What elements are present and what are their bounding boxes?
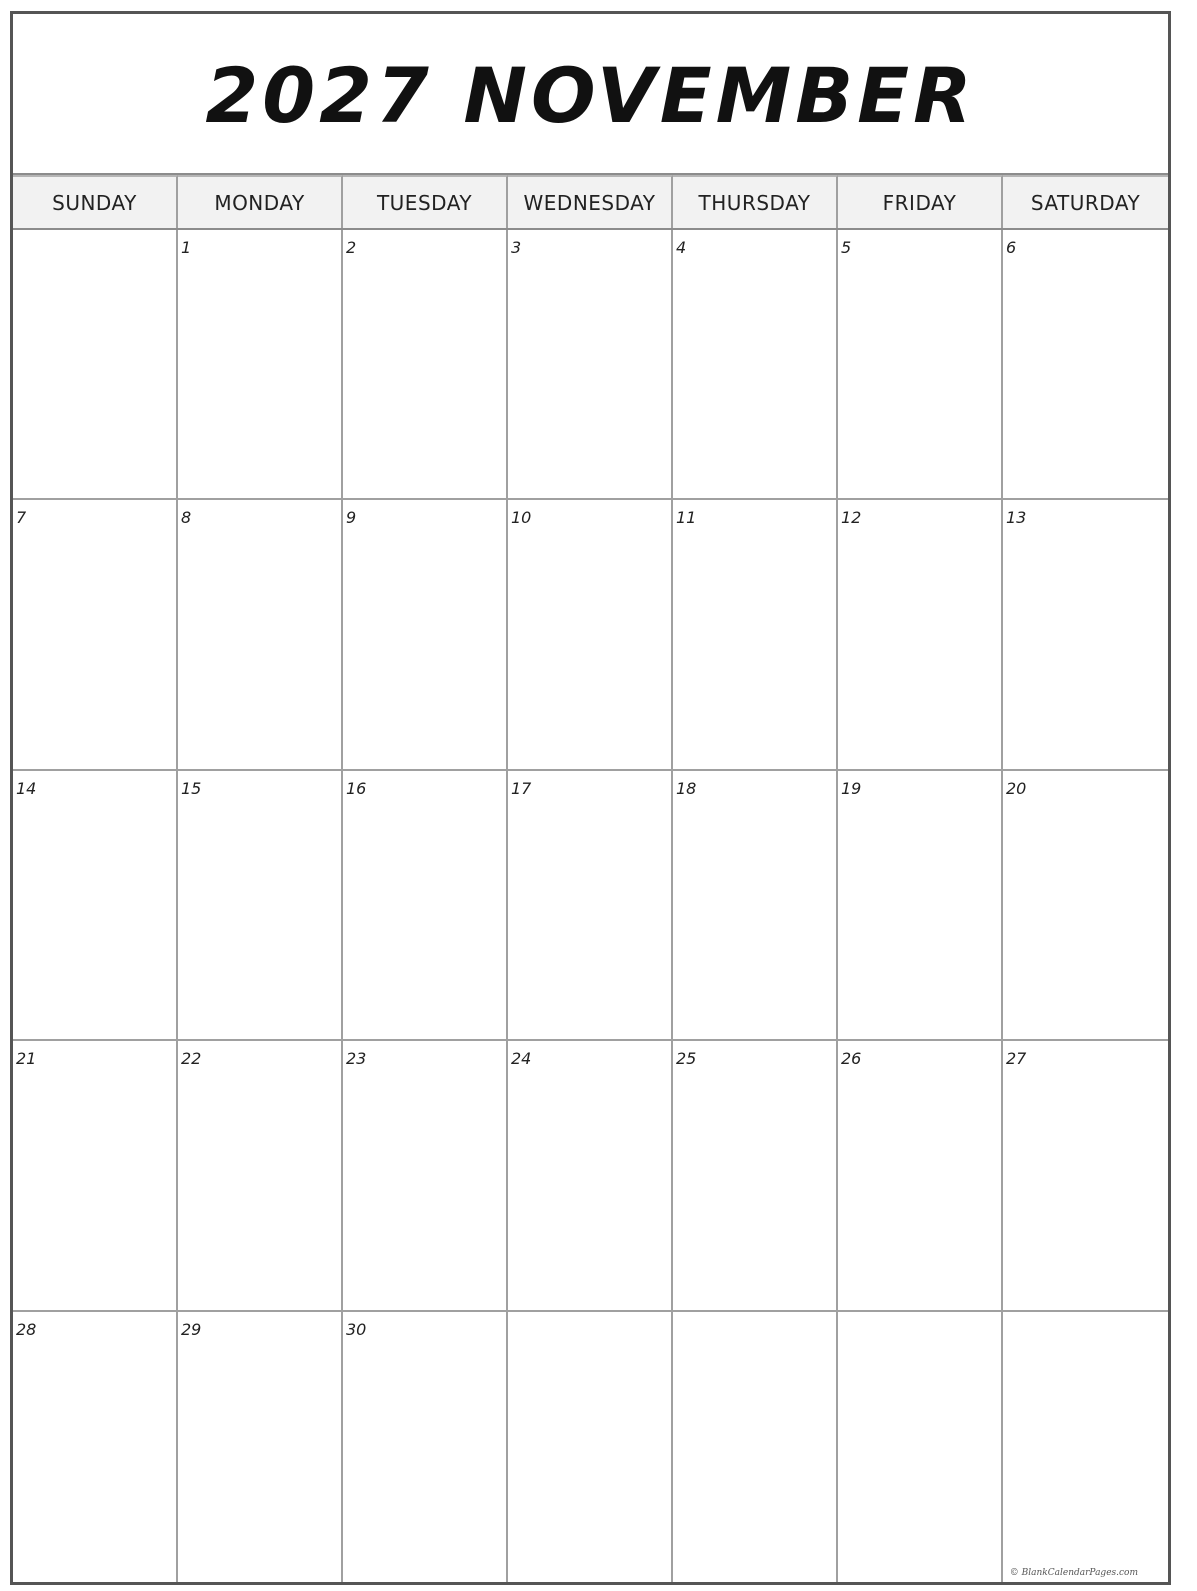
day-cell[interactable]	[13, 230, 178, 500]
day-number: 22	[181, 1049, 202, 1069]
day-number: 10	[511, 508, 532, 528]
day-number: 23	[346, 1049, 367, 1069]
day-cell[interactable]	[673, 1041, 838, 1311]
day-cell[interactable]	[13, 771, 178, 1041]
day-cell[interactable]	[178, 1312, 343, 1582]
day-cell[interactable]	[343, 1312, 508, 1582]
day-number: 12	[841, 508, 862, 528]
day-number: 27	[1006, 1049, 1027, 1069]
day-number: 13	[1006, 508, 1027, 528]
day-cell[interactable]	[838, 1041, 1003, 1311]
title-bar	[13, 14, 1168, 175]
day-cell[interactable]	[13, 500, 178, 770]
day-cell[interactable]	[178, 771, 343, 1041]
day-number: 24	[511, 1049, 532, 1069]
day-number: 4	[676, 238, 687, 257]
day-cell[interactable]	[673, 500, 838, 770]
day-cell[interactable]	[1003, 771, 1168, 1041]
day-cell[interactable]	[508, 1312, 673, 1582]
day-number: 21	[16, 1049, 37, 1069]
day-cell[interactable]	[673, 771, 838, 1041]
day-cell[interactable]	[343, 771, 508, 1041]
day-number: 30	[346, 1319, 367, 1339]
weekday-sunday: SUNDAY	[13, 175, 178, 228]
day-cell[interactable]	[508, 1041, 673, 1311]
day-number: 18	[676, 778, 697, 798]
day-number: 29	[181, 1319, 202, 1339]
day-number: 28	[16, 1319, 37, 1339]
day-cell[interactable]	[178, 500, 343, 770]
day-cell[interactable]	[13, 1041, 178, 1311]
weekday-monday: MONDAY	[178, 175, 343, 228]
day-cell[interactable]	[508, 771, 673, 1041]
day-cell[interactable]	[343, 230, 508, 500]
day-cell[interactable]	[178, 230, 343, 500]
day-number: 17	[511, 778, 532, 798]
calendar-grid	[13, 230, 1168, 1582]
credit-text: © BlankCalendarPages.com	[1009, 1567, 1138, 1578]
day-number: 5	[841, 238, 852, 257]
day-number: 11	[676, 508, 697, 528]
day-cell[interactable]	[1003, 1041, 1168, 1311]
day-cell[interactable]	[838, 230, 1003, 500]
day-cell[interactable]	[673, 230, 838, 500]
day-cell[interactable]	[1003, 500, 1168, 770]
day-number: 14	[16, 778, 37, 798]
day-cell[interactable]	[838, 500, 1003, 770]
calendar-title: 2027 NOVEMBER	[205, 51, 976, 140]
weekday-saturday: SATURDAY	[1003, 175, 1168, 228]
day-cell[interactable]	[343, 500, 508, 770]
day-number: 2	[346, 238, 357, 257]
day-number: 7	[16, 508, 27, 528]
day-cell[interactable]	[178, 1041, 343, 1311]
day-number: 20	[1006, 778, 1027, 798]
day-number: 1	[181, 238, 192, 257]
day-cell[interactable]	[508, 500, 673, 770]
day-cell[interactable]	[13, 1312, 178, 1582]
day-number: 16	[346, 778, 367, 798]
day-number: 19	[841, 778, 862, 798]
weekday-header-row	[13, 175, 1168, 230]
day-cell[interactable]	[343, 1041, 508, 1311]
weekday-friday: FRIDAY	[838, 175, 1003, 228]
weekday-wednesday: WEDNESDAY	[508, 175, 673, 228]
day-number: 26	[841, 1049, 862, 1069]
day-cell[interactable]	[508, 230, 673, 500]
day-cell[interactable]	[1003, 230, 1168, 500]
calendar-page	[10, 11, 1171, 1585]
day-number: 9	[346, 508, 357, 528]
weekday-thursday: THURSDAY	[673, 175, 838, 228]
day-cell[interactable]	[838, 771, 1003, 1041]
day-cell[interactable]	[838, 1312, 1003, 1582]
day-number: 8	[181, 508, 192, 528]
day-number: 15	[181, 778, 202, 798]
day-number: 25	[676, 1049, 697, 1069]
day-cell[interactable]	[1003, 1312, 1168, 1582]
day-number: 3	[511, 238, 522, 257]
day-cell[interactable]	[673, 1312, 838, 1582]
day-number: 6	[1006, 238, 1017, 257]
weekday-tuesday: TUESDAY	[343, 175, 508, 228]
